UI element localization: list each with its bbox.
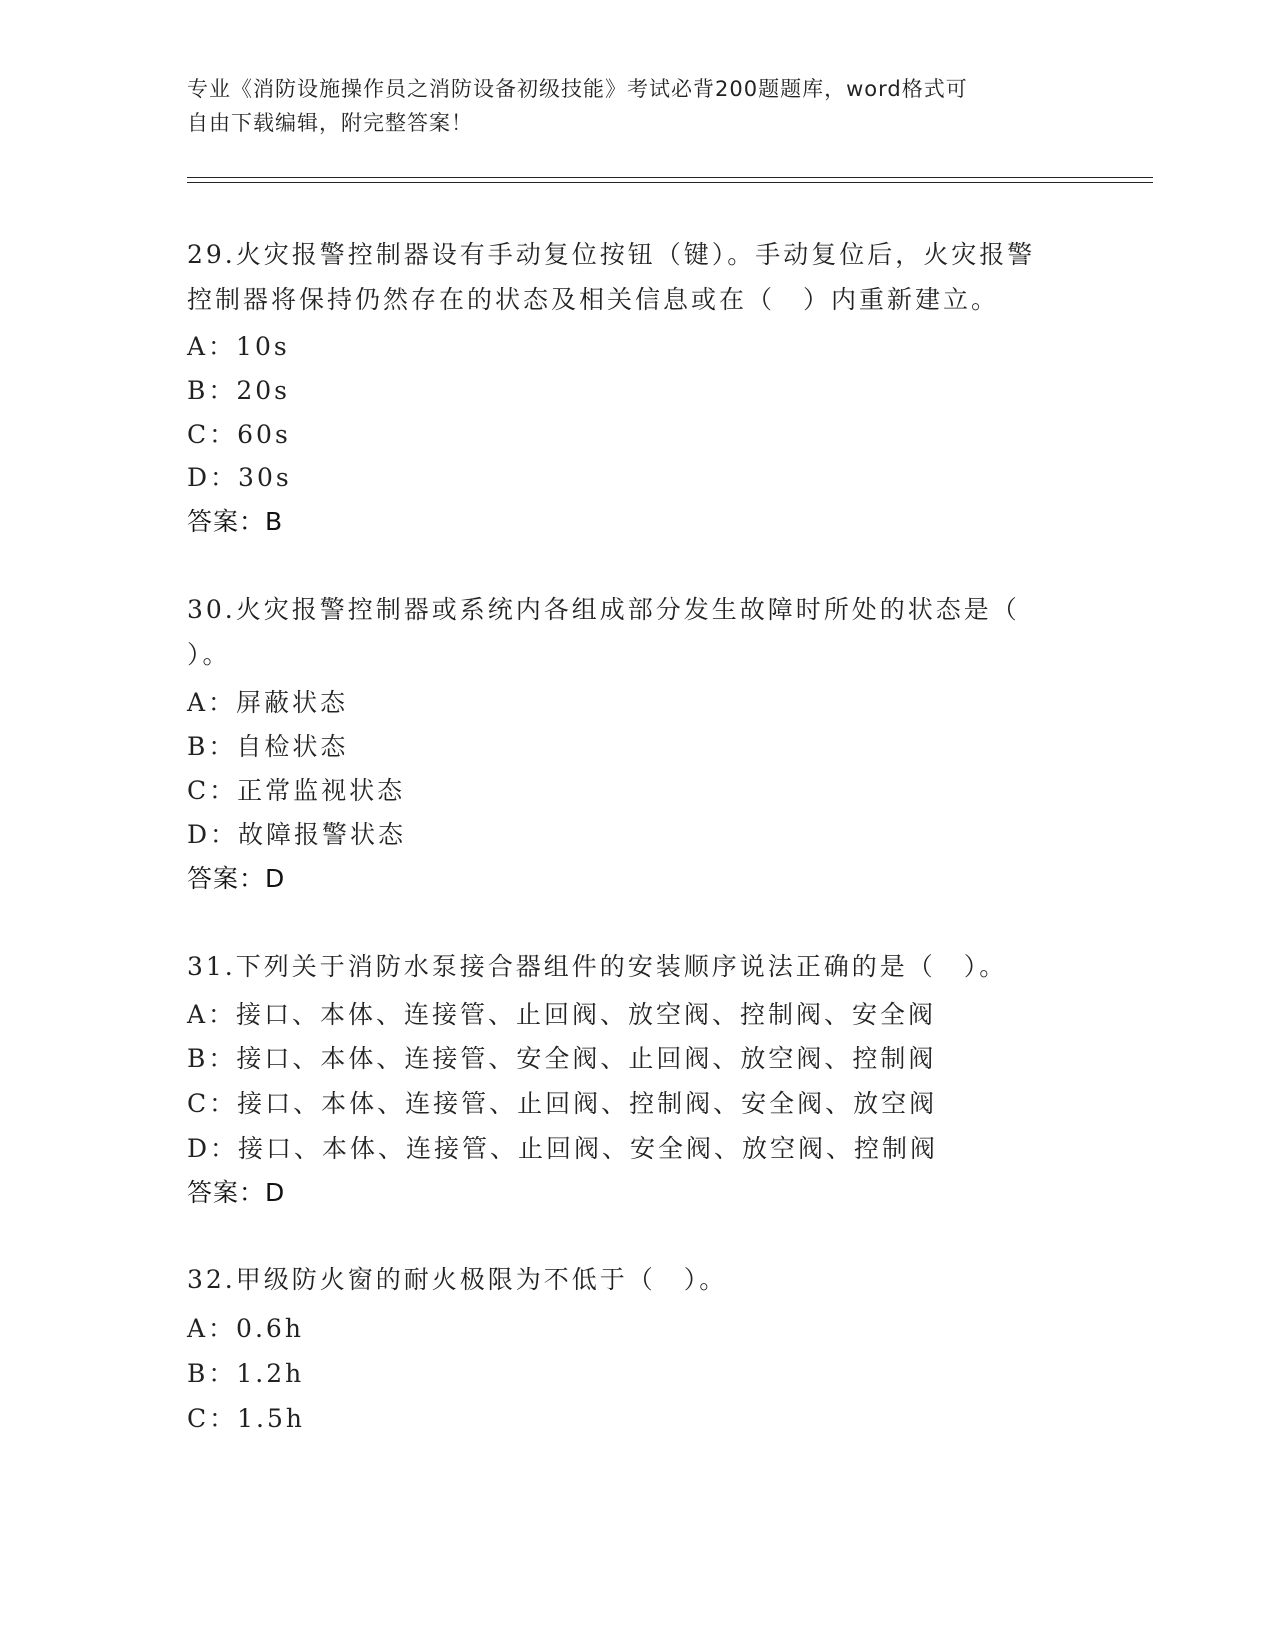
header-divider-top <box>187 177 1153 178</box>
question-30-option-a: A：屏蔽状态 <box>187 688 349 717</box>
question-29-answer: 答案：B <box>187 507 284 536</box>
document-header <box>187 72 1087 140</box>
header-divider-bottom <box>187 182 1153 183</box>
question-29-option-a: A：10s <box>187 332 290 361</box>
question-31-option-b: B：接口、本体、连接管、安全阀、止回阀、放空阀、控制阀 <box>187 1044 937 1073</box>
question-stem-line: ）。 <box>187 640 231 669</box>
question-29-option-d: D：30s <box>187 463 292 492</box>
question-32-stem <box>187 1257 1067 1302</box>
question-30-answer: 答案：D <box>187 864 286 893</box>
question-32-option-a: A：0.6h <box>187 1314 304 1343</box>
question-stem-line: 32.甲级防火窗的耐火极限为不低于（ ）。 <box>187 1265 728 1294</box>
question-31-option-d: D：接口、本体、连接管、止回阀、安全阀、放空阀、控制阀 <box>187 1134 939 1163</box>
question-29-stem <box>187 232 1067 322</box>
question-32-option-c: C：1.5h <box>187 1404 305 1433</box>
question-stem-line: 31.下列关于消防水泵接合器组件的安装顺序说法正确的是（ ）。 <box>187 952 1008 981</box>
question-31-stem <box>187 944 1067 989</box>
question-stem-line: 29.火灾报警控制器设有手动复位按钮（键）。手动复位后，火灾报警 <box>187 240 1036 269</box>
question-30-option-d: D：故障报警状态 <box>187 820 407 849</box>
question-31-answer: 答案：D <box>187 1178 286 1207</box>
question-stem-line: 控制器将保持仍然存在的状态及相关信息或在（ ）内重新建立。 <box>187 285 1000 314</box>
question-29-option-c: C：60s <box>187 420 291 449</box>
question-stem-line: 30.火灾报警控制器或系统内各组成部分发生故障时所处的状态是（ <box>187 595 1020 624</box>
question-31-option-a: A：接口、本体、连接管、止回阀、放空阀、控制阀、安全阀 <box>187 1000 937 1029</box>
question-31-option-c: C：接口、本体、连接管、止回阀、控制阀、安全阀、放空阀 <box>187 1089 938 1118</box>
header-line-1: 专业《消防设施操作员之消防设备初级技能》考试必背200题题库，word格式可 <box>187 77 968 101</box>
question-30-stem <box>187 587 1067 677</box>
question-32-option-b: B：1.2h <box>187 1359 305 1388</box>
question-30-option-c: C：正常监视状态 <box>187 776 406 805</box>
question-29-option-b: B：20s <box>187 376 291 405</box>
header-line-2: 自由下载编辑，附完整答案！ <box>187 111 473 135</box>
question-30-option-b: B：自检状态 <box>187 732 349 761</box>
